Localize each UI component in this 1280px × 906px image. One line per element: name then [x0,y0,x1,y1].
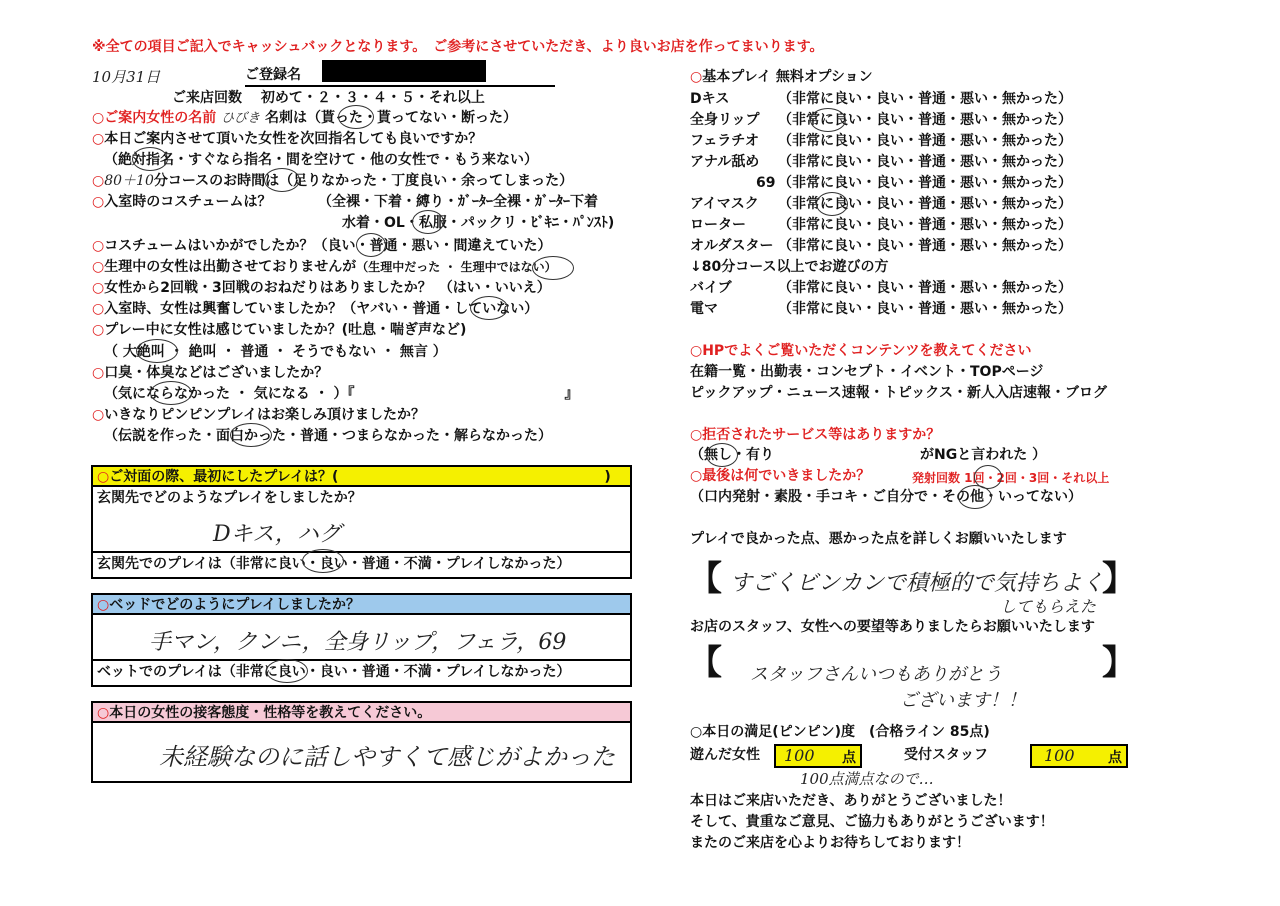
good-bad-handwritten-2: してもらえた [1000,597,1097,616]
option-rotor-rating: （非常に良い・良い・普通・悪い・無かった） [778,217,1072,233]
answer-circle-costume [412,210,444,234]
staff-score-unit: 点 [1108,750,1122,766]
girl-score-box [774,744,862,768]
business-card-question: 名刺は（貰った・貰ってない・断った） [264,110,517,126]
option-eyemask-label: アイマスク [690,196,759,212]
answer-circle-nominate [132,147,168,171]
q-feeling-options: （ 大絶叫 ・ 絶叫 ・ 普通 ・ そうでもない ・ 無言 ） [104,344,447,360]
q-excited: ○入室時、女性は興奮していましたか？（ヤバい・普通・していない） [92,301,539,317]
answer-circle-last-method [958,485,992,509]
option-fullbody-lip-label: 全身リップ [690,112,760,128]
visit-date: 10月31日 [92,68,161,86]
hp-contents-1: 在籍一覧・出勤表・コンセプト・イベント・TOPページ [690,364,1044,380]
answer-circle-entrance-rating [302,549,344,573]
thanks-line-3: またのご来店を心よりお待ちしております！ [690,835,970,851]
bed-play-handwritten: 手マン，クンニ，全身リップ，フェラ，69 [149,630,567,655]
girl-score-value: 100 [784,746,815,765]
option-eyemask-rating: （非常に良い・良い・普通・悪い・無かった） [778,196,1072,212]
good-bad-question: プレイで良かった点、悪かった点を詳しくお願いいたします [690,531,1067,547]
option-dkiss-rating: （非常に良い・良い・普通・悪い・無かった） [778,91,1072,107]
option-vibe-rating: （非常に良い・良い・普通・悪い・無かった） [778,280,1072,296]
q-feeling: ○プレー中に女性は感じていましたか？(吐息・喘ぎ声など) [92,322,467,338]
option-denma-rating: （非常に良い・良い・普通・悪い・無かった） [778,301,1072,317]
answer-circle-costume-rating [356,233,386,257]
girl-score-label: 遊んだ女性 [690,747,760,763]
option-fellatio-label: フェラチオ [690,133,760,149]
answer-circle-fullbody-lip [810,108,846,132]
attitude-handwritten: 未経験なのに話しやすくて感じがよかった [159,743,615,771]
answer-circle-course [264,168,300,192]
q-costume: ○入室時のコスチュームは？ [92,194,272,210]
q-costume-options-2: 水着・OL・私服・パックリ・ﾋﾞｷﾆ・ﾊﾟﾝｽﾄ) [342,215,615,231]
first-play-box [91,465,632,579]
bed-play-header: ○ベッドでどのようにプレイしましたか？ [93,595,630,615]
last-options: （口内発射・素股・手コキ・ご自分で・その他・いってない） [690,489,1082,505]
staff-score-label: 受付スタッフ [904,747,988,763]
redacted-name [322,60,486,82]
answer-circle-period [532,256,574,280]
staff-handwritten-1: スタッフさんいつもありがとう [750,664,1002,685]
satisfaction-title: ○本日の満足(ピンピン)度 (合格ライン 85点) [690,724,990,740]
refused-ng: がNGと言われた ） [920,447,1047,463]
answer-circle-pinpin [230,423,272,447]
staff-score-box [1030,744,1128,768]
q-costume-options-1: （全裸・下着・縛り・ｶﾞｰﾀｰ全裸・ｶﾞｰﾀｰ下着 [318,194,598,210]
last-count: 発射回数 1回・2回・3回・それ以上 [912,471,1110,485]
option-69-rating: （非常に良い・良い・普通・悪い・無かった） [778,175,1072,191]
q-costume-rating: ○コスチュームはいかがでしたか？（良い・普通・悪い・間違えていた） [92,238,552,254]
staff-request-question: お店のスタッフ、女性への要望等ありましたらお願いいたします [690,619,1095,635]
q-pinpin-play: ○いきなりピンピンプレイはお楽しみ頂けましたか？ [92,407,425,423]
q-course-time: ○80＋10分コースのお時間は（足りなかった・丁度良い・余ってしまった） [92,173,574,189]
q-guide-girl-name: ○ご案内女性の名前 ひびき 名刺は（貰った・貰ってない・断った） [92,110,517,126]
bed-play-box [91,593,632,687]
q-guide-girl-label: ご案内女性の名前 [104,110,217,126]
good-bad-handwritten-1: すごくビンカンで積極的で気持ちよく [730,571,1105,596]
staff-score-value: 100 [1044,746,1075,765]
registration-underline [245,85,555,87]
thanks-line-1: 本日はご来店いただき、ありがとうございました！ [690,793,1012,809]
option-fellatio-rating: （非常に良い・良い・普通・悪い・無かった） [778,133,1072,149]
answer-circle-business-card [338,105,374,129]
staff-left-bracket: 【 [688,643,722,683]
entrance-play-rating: 玄関先でのプレイは（非常に良い・良い・普通・不満・プレイしなかった） [93,551,630,573]
answer-circle-eyemask [816,192,848,216]
q-period: ○生理中の女性は出勤させておりませんが（生理中だった ・ 生理中ではない） [92,259,557,275]
q-odor: ○口臭・体臭などはございましたか？ [92,365,329,381]
option-oldaster-rating: （非常に良い・良い・普通・悪い・無かった） [778,238,1072,254]
answer-circle-refused [706,443,738,467]
entrance-play-handwritten: Dキス，ハグ [213,522,341,547]
option-anal-label: アナル舐め [690,154,760,170]
refused-options: （無し・有り [690,447,774,463]
q-rounds: ○女性から2回戦・3回戦のおねだりはありましたか？ （はい・いいえ） [92,280,551,296]
note-80min: ↓80分コース以上でお遊びの方 [690,259,889,275]
answer-circle-odor [150,381,192,405]
good-bad-right-bracket: 】 [1102,559,1136,599]
answer-circle-feeling [136,339,178,363]
course-minutes-handwritten: 80＋10 [104,173,154,189]
option-69-label: 69 [756,175,776,191]
last-question: ○最後は何でいきましたか？ [690,468,871,484]
option-rotor-label: ローター [690,217,746,233]
visit-count: ご来店回数 初めて・２・３・４・５・それ以上 [172,90,485,106]
answer-circle-bed-rating [266,659,308,683]
hp-question: ○HPでよくご覧いただくコンテンツを教えてください [690,343,1032,359]
attitude-header: ○本日の女性の接客態度・性格等を教えてください。 [93,703,630,723]
hp-contents-2: ピックアップ・ニュース速報・トピックス・新人入店速報・ブログ [690,385,1108,401]
first-play-header: ○ご対面の際、最初にしたプレイは？( ) [93,467,630,487]
good-bad-left-bracket: 【 [688,559,722,599]
basic-play-title: ○基本プレイ 無料オプション [690,69,873,85]
bed-play-rating: ベットでのプレイは（非常に良い・良い・普通・不満・プレイしなかった） [93,659,630,681]
staff-handwritten-2: ございます！！ [900,690,1026,711]
staff-right-bracket: 】 [1102,643,1136,683]
option-oldaster-label: オルダスター [690,238,774,254]
q-odor-options: （気にならなかった ・ 気になる ・ ）『 』 [104,386,579,402]
attitude-box [91,701,632,783]
q-nominate: ○本日ご案内させて頂いた女性を次回指名しても良いですか？ [92,131,483,147]
option-dkiss-label: Dキス [690,91,730,107]
option-denma-label: 電マ [690,301,718,317]
q-pinpin-options: （伝説を作った・面白かった・普通・つまらなかった・解らなかった） [104,428,552,444]
girl-score-unit: 点 [842,750,856,766]
refused-question: ○拒否されたサービス等はありますか？ [690,427,941,443]
option-fullbody-lip-rating: （非常に良い・良い・普通・悪い・無かった） [778,112,1072,128]
thanks-line-2: そして、貴重なご意見、ご協力もありがとうございます！ [690,814,1054,830]
satisfaction-note-handwritten: 100点満点なので… [800,770,934,788]
entrance-play-question: 玄関先でどのようなプレイをしましたか？ [97,490,362,506]
girl-name-handwritten: ひびき [221,111,261,126]
q-nominate-options: （絶対指名・すぐなら指名・間を空けて・他の女性で・もう来ない） [104,152,538,168]
registration-name-label: ご登録名 [245,67,301,83]
answer-circle-excited [470,296,508,320]
option-anal-rating: （非常に良い・良い・普通・悪い・無かった） [778,154,1072,170]
cashback-notice: ※全ての項目ご記入でキャッシュバックとなります。 ご参考にさせていただき、より良いお店を作ってまいります。 [92,39,824,55]
option-vibe-label: バイブ [690,280,732,296]
